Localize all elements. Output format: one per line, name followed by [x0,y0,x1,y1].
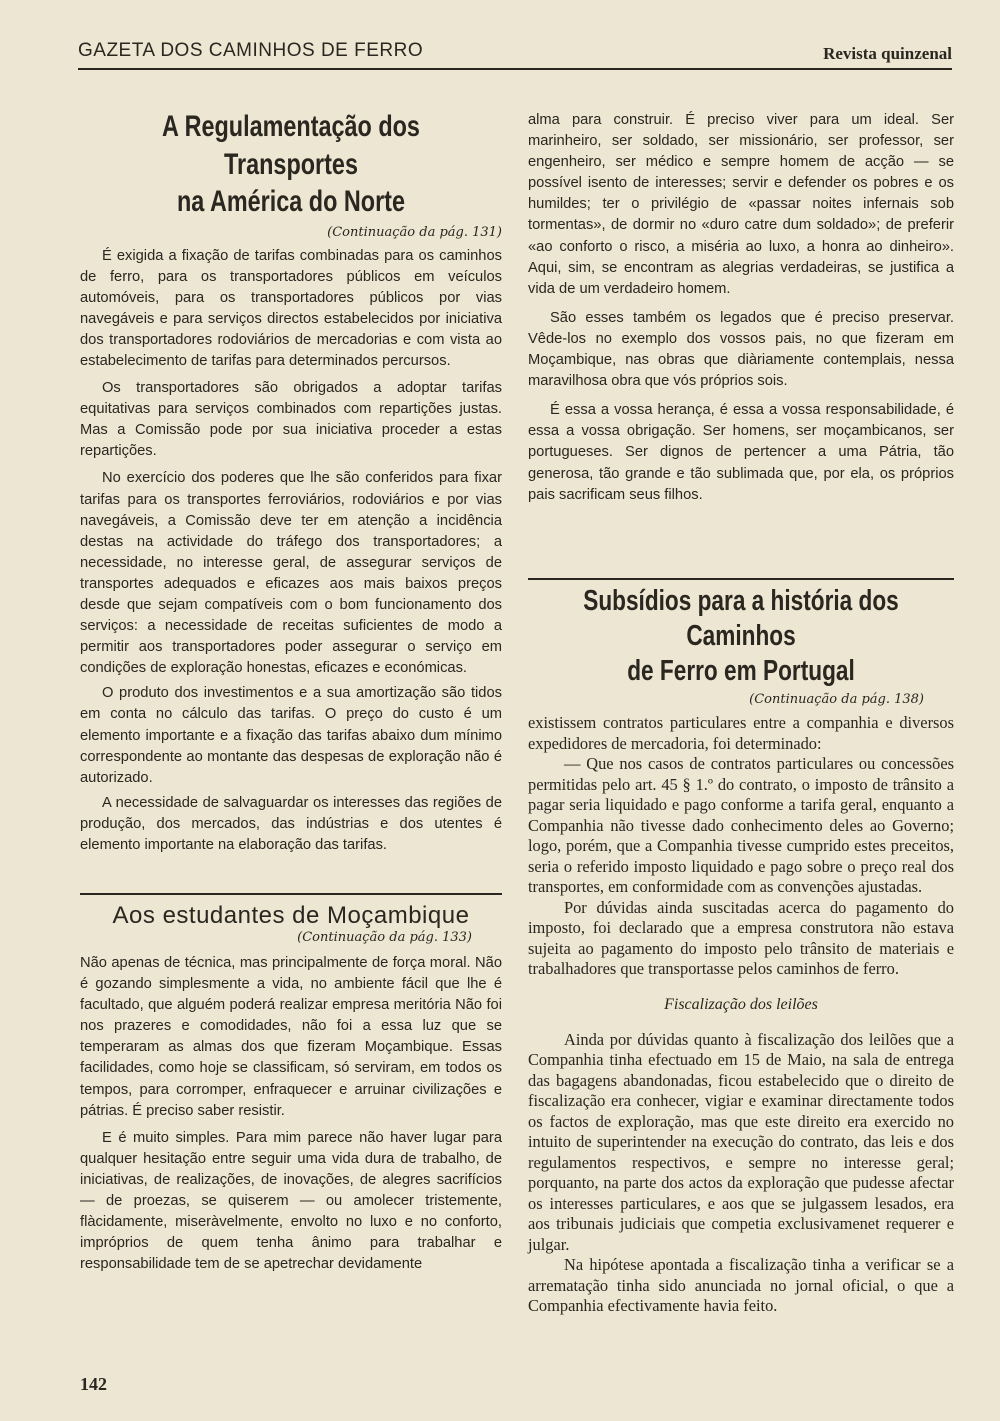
paragraph: A necessidade de salvaguardar os interesses das regiões de produção, dos mercados, das indústrias e dos utentes é elemento importante na elaboração das tarifas. [80,794,502,854]
title-line: de Ferro em Portugal [627,654,855,687]
title-line: na América do Norte [176,185,405,218]
paragraph: Por dúvidas ainda suscitadas acerca do pagamento do imposto, foi declarado que a empresa construtora não estava sujeita ao pagamento do imposto pelo trânsito de materiais e trabalhadores que transportasse pelos caminhos de ferro. [528,897,954,979]
paragraph: Os transportadores são obrigados a adoptar tarifas equitativas para serviços combinados com repartições justas. Mas a Comissão pode por sua iniciativa proceder a estas repartições. [80,380,502,460]
article-title-estudantes: Aos estudantes de Moçambique [112,902,470,929]
paragraph: existissem contratos particulares entre a companhia e diversos expedidores de mercadoria, foi determinado: [528,713,954,753]
section-subheading: Fiscalização dos leilões [664,995,818,1013]
title-line: A Regulamentação dos Transportes [162,110,420,181]
title-line: Subsídios para a história dos Caminhos [583,585,899,652]
continuation-note: (Continuação da pág. 131) [327,224,502,240]
paragraph: O produto dos investimentos e a sua amortização são tidos em conta no cálculo das tarifas. O preço do custo é um elemento importante e a fixação das tarifas abaixo dum mínimo correspondente ao montante das despesas de exploração não é autorizado. [80,685,502,786]
article-title-subsidios [575,584,907,688]
paragraph: — Que nos casos de contratos particulares ou concessões permitidas pelo art. 45 § 1.º do contrato, o imposto de trânsito a pagar seria liquidado e pago conforme a tarifa geral, enquanto a Companhia não tivesse dado conhecimento deles ao Governo; logo, porém, que a Companhia tivesse cumprido estes preceitos, seria o referido imposto liquidado e pago sobre o preço real dos transportes, em conformidade com as convenções ajustadas. [528,754,954,897]
paragraph: E é muito simples. Para mim parece não haver lugar para qualquer hesitação entre seguir uma vida dura de trabalho, de iniciativas, de realizações, de inovações, de alegres sacrifícios — de proezas, se quiserem — ou amolecer tristemente, flàcidamente, miseràvelmente, envolto no luxo e no conforto, impróprios de quem tenha ânimo para trabalhar e responsabilidade tem de se apetrechar devidamente [80,1129,502,1273]
article-title-transportes [126,108,455,221]
article-transportes [80,108,502,856]
continuation-note: (Continuação da pág. 138) [749,692,924,708]
article-estudantes [80,902,502,1275]
article-body [80,246,502,857]
journal-name: GAZETA DOS CAMINHOS DE FERRO [78,40,424,61]
paragraph: São esses também os legados que é preciso preservar. Vêde-los no exemplo dos vossos pais, no que fizeram em Moçambique, nas obras que diàriamente contemplais, nessa maravilhosa obra que vós próprios sois. [528,309,954,390]
running-header [78,38,952,70]
journal-type: Revista quinzenal [823,44,952,63]
divider [80,893,502,895]
article-subsidios [528,584,954,1317]
paragraph: alma para construir. É preciso viver para um ideal. Ser marinheiro, ser soldado, ser missionário, ser professor, ser engenheiro, ser médico e sempre homem de acção — se possível isento de interesses; servir e defender os pobres e os humildes; ter o privilégio de «passar noites infernais sob tormentas», de dormir no «duro catre dum soldado»; de preferir «ao conforto o risco, a miséria ao luxo, a honra ao dinheiro». Aqui, sim, se encontram as alegrias verdadeiras, se justifica a vida de um verdadeiro homem. [528,112,954,297]
paragraph: Não apenas de técnica, mas principalmente de força moral. Não é gozando simplesmente a vida, no ambiente fácil que lhe é facultado, que alguém poderá realizar empresa meritória Não foi nos prazeres e comodidades, não foi a essa luz que se temperaram as almas dos que fizeram Moçambique. Essas facilidades, como hoje se classificam, só serviram, em todos os tempos, para corromper, enfraquecer e arruinar civilizações e pátrias. É preciso saber resistir. [80,955,502,1119]
paragraph: É essa a vossa herança, é essa a vossa responsabilidade, é essa a vossa obrigação. Ser homens, ser moçambicanos, ser portugueses. Ser dignos de pertencer a uma Pátria, tão generosa, tão grande e tão sublimada que, por ela, os próprios pais sacrificam seus filhos. [528,402,954,503]
page-number: 142 [80,1374,107,1394]
divider [528,578,954,580]
paragraph: Ainda por dúvidas quanto à fiscalização dos leilões que a Companhia tinha efectuado em 15 de Maio, na sala de entrega das bagagens abandonadas, ficou estabelecido que o direito de fiscalização era conhecer, vigiar e examinar directamente todos os factos de exploração, mas que este direito era exercido no intuito de superintender na execução do contrato, das leis e dos regulamentos respectivos, e sempre no interesse geral; porquanto, na parte dos actos da exploração que pudesse afectar os interesses particulares, e aos que se julgassem lesados, era aos tribunais judiciais que competia exclusivamenet requerer e julgar. [528,1029,954,1254]
paragraph: É exigida a fixação de tarifas combinadas para os caminhos de ferro, para os transportadores públicos em veículos automóveis, para os transportadores públicos por vias navegáveis e para serviços directos estabelecidos por iniciativa dos transportadores rodoviários de mercadorias e com vista ao estabelecimento de tarifas para determinados percursos. [80,247,502,369]
paragraph: Na hipótese apontada a fiscalização tinha a verificar se a arrematação tinha sido anunciada no jornal oficial, o que a Companhia efectivamente havia feito. [528,1255,954,1316]
paragraph: No exercício dos poderes que lhe são conferidos para fixar tarifas para os transportes ferroviários, rodoviários e por vias navegáveis, a Comissão deve ter em atenção a incidência destas na actividade do tráfego dos transportadores; a necessidade, no interesse geral, de assegurar serviços de transportes adequados e eficazes aos mais baixos preços desde que sejam compatíveis com o bom funcionamento dos serviços: a necessidade de receitas suficientes de modo a permitir aos transportadores poder assegurar o serviço em condições de exploração honestas, eficazes e económicas. [80,470,502,677]
continuation-note: (Continuação da pág. 133) [297,930,472,945]
article-estudantes-continued [528,110,954,506]
